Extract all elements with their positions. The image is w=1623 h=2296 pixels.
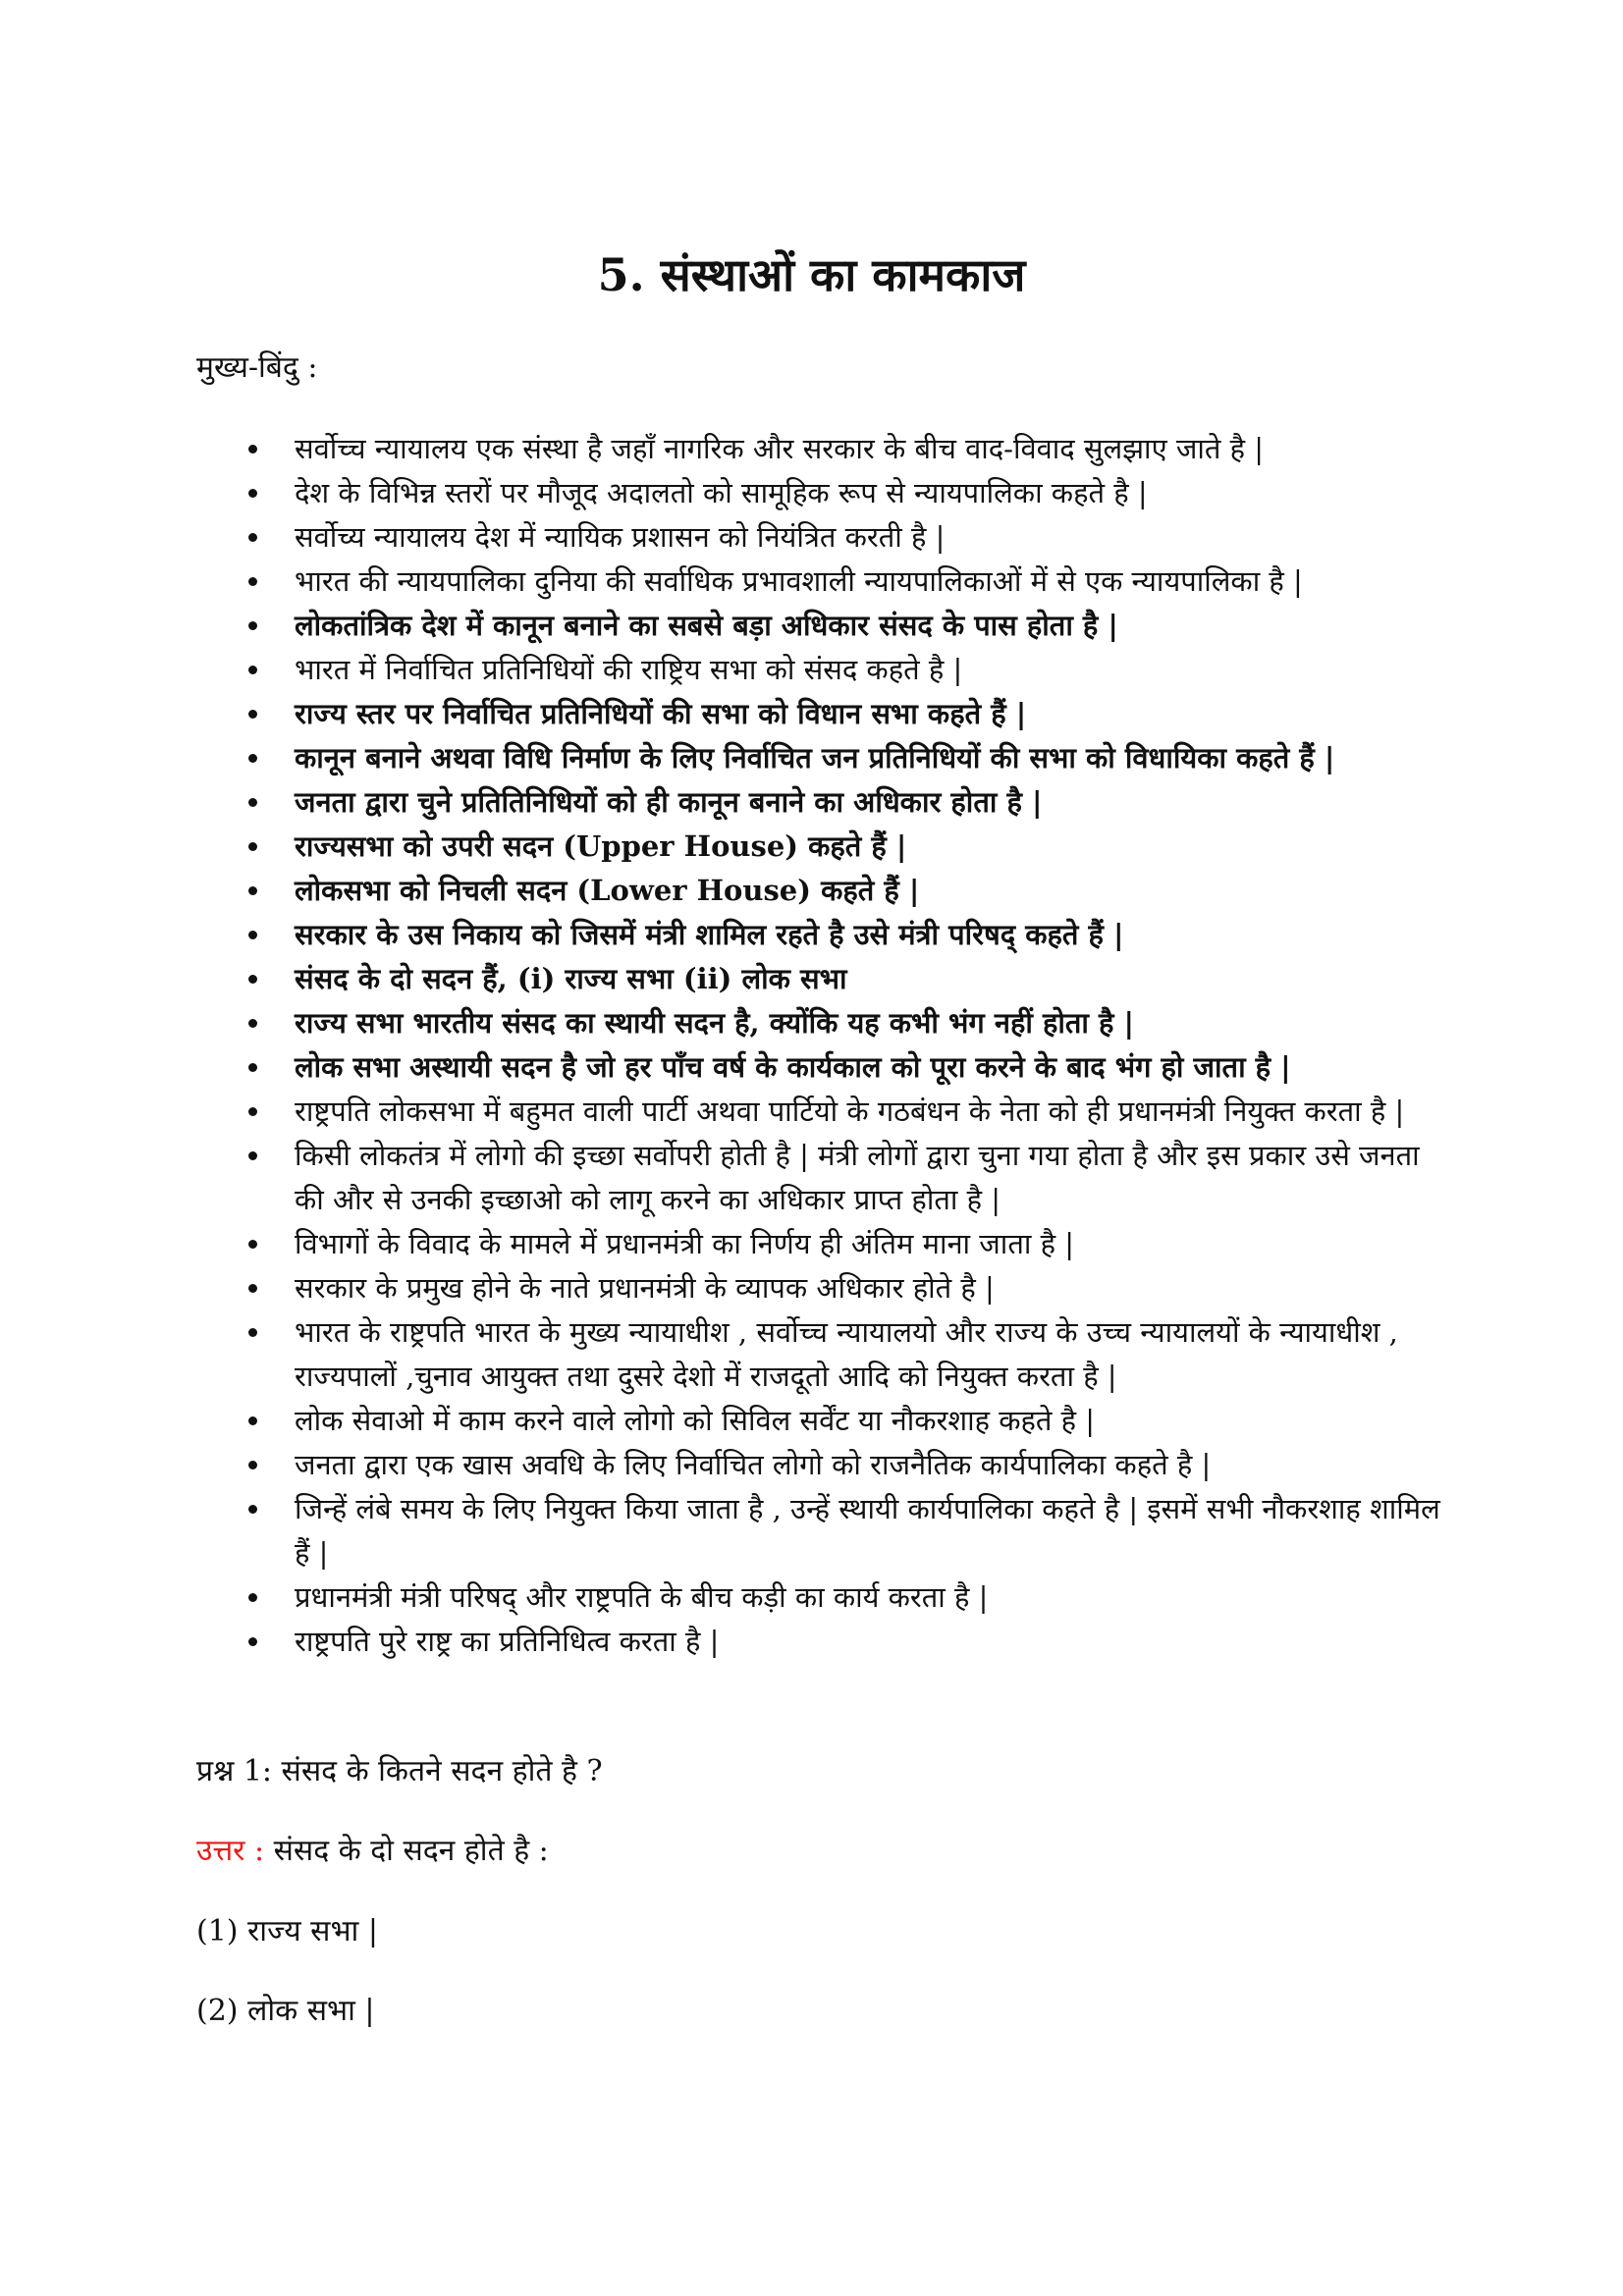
list-item-text: राज्यसभा को उपरी सदन (Upper House) कहते हैं |: [295, 829, 907, 863]
list-item: [196, 604, 1443, 648]
bullet-icon: [248, 445, 257, 454]
bullet-icon: [248, 1593, 257, 1602]
list-item-text: प्रधानमंत्री मंत्री परिषद् और राष्ट्रपति के बीच कड़ी का कार्य करता है |: [295, 1580, 989, 1614]
list-item: [196, 648, 1443, 692]
bullet-icon: [248, 1416, 257, 1425]
bullet-icon: [248, 621, 257, 630]
list-item-text: राज्य स्तर पर निर्वाचित प्रतिनिधियों की सभा को विधान सभा कहते हैं |: [295, 697, 1027, 730]
list-item: [196, 1310, 1443, 1399]
list-item-text: लोक सभा अस्थायी सदन है जो हर पाँच वर्ष के कार्यकाल को पूरा करने के बाद भंग हो जाता है |: [295, 1050, 1291, 1084]
list-item-text: सरकार के उस निकाय को जिसमें मंत्री शामिल रहते है उसे मंत्री परिषद् कहते हैं |: [295, 918, 1124, 951]
list-item-text: राज्य सभा भारतीय संसद का स्थायी सदन है, क्योंकि यह कभी भंग नहीं होता है |: [295, 1006, 1135, 1040]
list-item: [196, 1266, 1443, 1310]
list-item-text: राष्ट्रपति पुरे राष्ट्र का प्रतिनिधित्व करता है |: [295, 1625, 720, 1658]
list-item: [196, 780, 1443, 825]
list-item: [196, 427, 1443, 471]
list-item-text: भारत में निर्वाचित प्रतिनिधियों की राष्ट्रिय सभा को संसद कहते है |: [295, 653, 963, 686]
list-item: [196, 1399, 1443, 1443]
key-points-list: [196, 427, 1443, 1664]
list-item: [196, 1575, 1443, 1620]
list-item-text: भारत की न्यायपालिका दुनिया की सर्वाधिक प्रभावशाली न्यायपालिकाओं में से एक न्यायपालिका है |: [295, 564, 1303, 598]
list-item-text: सर्वोच्य न्यायालय देश में न्यायिक प्रशासन को नियंत्रित करती है |: [295, 520, 946, 554]
list-item: [196, 1443, 1443, 1487]
bullet-icon: [248, 1461, 257, 1469]
answer-item: (1) राज्य सभा |: [196, 1914, 378, 1949]
list-item-text: लोकतांत्रिक देश में कानून बनाने का सबसे बड़ा अधिकार संसद के पास होता है |: [295, 609, 1118, 642]
list-item: [196, 515, 1443, 560]
question-text: प्रश्न 1: संसद के कितने सदन होते है ?: [196, 1754, 603, 1789]
list-item: [196, 913, 1443, 957]
page-title: 5. संस्थाओं का कामकाज: [597, 248, 1026, 301]
list-item: [196, 1090, 1443, 1134]
bullet-icon: [248, 931, 257, 939]
bullet-icon: [248, 1063, 257, 1072]
list-item: [196, 825, 1443, 869]
bullet-icon: [248, 754, 257, 763]
list-item-text: किसी लोकतंत्र में लोगो की इच्छा सर्वोपरी होती है | मंत्री लोगों द्वारा चुना गया होता है और इस प्रकार उसे जनता की और से उनकी इच्छाओ को लागू करने का अधिकार प्राप्त होता है |: [295, 1139, 1420, 1216]
list-item-text: जिन्हें लंबे समय के लिए नियुक्त किया जाता है , उन्हें स्थायी कार्यपालिका कहते है | इसमें सभी नौकरशाह शामिल हैं |: [295, 1492, 1440, 1570]
bullet-icon: [248, 1505, 257, 1514]
list-item: [196, 692, 1443, 736]
list-item: [196, 1045, 1443, 1090]
bullet-icon: [248, 666, 257, 674]
list-item-text: जनता द्वारा एक खास अवधि के लिए निर्वाचित लोगो को राजनैतिक कार्यपालिका कहते है |: [295, 1448, 1212, 1481]
bullet-icon: [248, 886, 257, 895]
bullet-icon: [248, 1107, 257, 1116]
list-item: [196, 471, 1443, 515]
list-item: [196, 736, 1443, 780]
bullet-icon: [248, 975, 257, 984]
list-item: [196, 1487, 1443, 1575]
list-item-text: भारत के राष्ट्रपति भारत के मुख्य न्यायाधीश , सर्वोच्च न्यायालयो और राज्य के उच्च न्यायालयों के न्यायाधीश , राज्यपालों ,चुनाव आयुक्त तथा दुसरे देशो में राजदूतो आदि को नियुक्त करता है |: [295, 1315, 1398, 1393]
list-item: [196, 1001, 1443, 1045]
list-item-text: विभागों के विवाद के मामले में प्रधानमंत्री का निर्णय ही अंतिम माना जाता है |: [295, 1227, 1074, 1260]
list-item-text: सर्वोच्च न्यायालय एक संस्था है जहाँ नागरिक और सरकार के बीच वाद-विवाद सुलझाए जाते है |: [295, 432, 1264, 465]
list-item-text: लोकसभा को निचली सदन (Lower House) कहते हैं |: [295, 874, 920, 907]
list-item: [196, 560, 1443, 604]
list-item-text: संसद के दो सदन हैं, (i) राज्य सभा (ii) लोक सभा: [295, 962, 847, 995]
bullet-icon: [248, 1151, 257, 1160]
bullet-icon: [248, 533, 257, 542]
list-item-text: देश के विभिन्न स्तरों पर मौजूद अदालतो को सामूहिक रूप से न्यायपालिका कहते है |: [295, 476, 1148, 509]
bullet-icon: [248, 842, 257, 851]
list-item: [196, 869, 1443, 913]
list-item-text: जनता द्वारा चुने प्रतितिनिधियों को ही कानून बनाने का अधिकार होता है |: [295, 785, 1043, 819]
list-item-text: कानून बनाने अथवा विधि निर्माण के लिए निर्वाचित जन प्रतिनिधियों की सभा को विधायिका कहते हैं |: [295, 741, 1335, 774]
list-item: [196, 1222, 1443, 1266]
bullet-icon: [248, 577, 257, 586]
bullet-icon: [248, 798, 257, 807]
answer-label: उत्तर :: [196, 1834, 265, 1868]
answer-text: संसद के दो सदन होते है :: [264, 1834, 549, 1868]
section-heading: मुख्य-बिंदु :: [196, 350, 318, 385]
list-item: [196, 957, 1443, 1001]
answer-item: (2) लोक सभा |: [196, 1994, 375, 2028]
bullet-icon: [248, 1240, 257, 1249]
list-item-text: राष्ट्रपति लोकसभा में बहुमत वाली पार्टी अथवा पार्टियो के गठबंधन के नेता को ही प्रधानमंत्री नियुक्त करता है |: [295, 1095, 1405, 1128]
list-item: [196, 1134, 1443, 1222]
list-item-text: सरकार के प्रमुख होने के नाते प्रधानमंत्री के व्यापक अधिकार होते है |: [295, 1271, 995, 1305]
bullet-icon: [248, 489, 257, 498]
bullet-icon: [248, 1019, 257, 1028]
bullet-icon: [248, 1637, 257, 1646]
list-item: [196, 1620, 1443, 1664]
bullet-icon: [248, 1328, 257, 1337]
list-item-text: लोक सेवाओ में काम करने वाले लोगो को सिविल सर्वेंट या नौकरशाह कहते है |: [295, 1404, 1096, 1437]
answer-line: [196, 1832, 549, 1871]
bullet-icon: [248, 710, 257, 719]
bullet-icon: [248, 1284, 257, 1293]
